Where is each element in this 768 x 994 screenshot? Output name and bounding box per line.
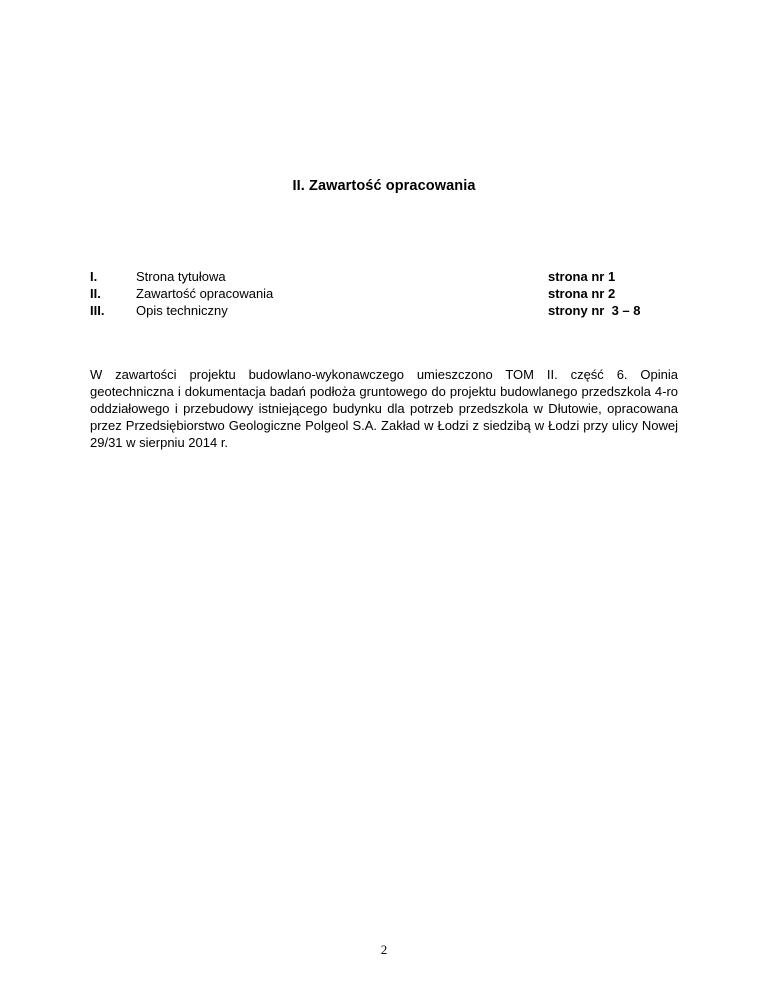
toc-title: Zawartość opracowania xyxy=(136,286,274,301)
toc-page-ref: strona nr 2 xyxy=(548,286,616,301)
toc-number: II. xyxy=(90,286,101,301)
body-paragraph: W zawartości projektu budowlano-wykonawczego umieszczono TOM II. część 6. Opinia geotechniczna i dokumentacja badań podłoża gruntowego do projektu budowlanego przedszkola 4-ro oddziałowego i przebudowy istniejącego budynku dla potrzeb przedszkola w Dłutowie, opracowana przez Przedsiębiorstwo Geologiczne Polgeol S.A. Zakład w Łodzi z siedzibą w Łodzi przy ulicy Nowej 29/31 w sierpniu 2014 r. xyxy=(90,367,678,450)
toc-title: Opis techniczny xyxy=(136,303,228,318)
toc-number: III. xyxy=(90,303,105,318)
section-heading: II. Zawartość opracowania xyxy=(292,178,476,194)
toc-number: I. xyxy=(90,269,98,284)
toc-title: Strona tytułowa xyxy=(136,269,226,284)
toc-page-ref: strony nr 3 – 8 xyxy=(548,303,641,318)
page-number: 2 xyxy=(380,942,388,957)
toc-page-ref: strona nr 1 xyxy=(548,269,616,284)
table-of-contents xyxy=(90,268,678,319)
toc-row-3 xyxy=(90,302,678,319)
toc-row-2 xyxy=(90,285,678,302)
toc-row-1 xyxy=(90,268,678,285)
